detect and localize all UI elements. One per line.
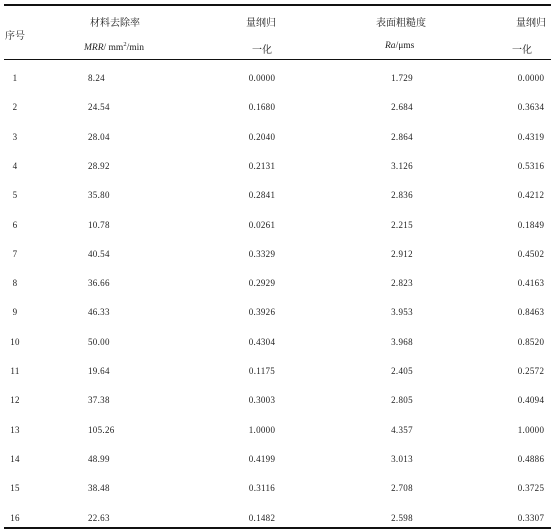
mrr-unit-sup: 2 <box>123 41 127 48</box>
cell-ra: 2.805 <box>391 395 413 405</box>
cell-index: 16 <box>10 513 20 523</box>
cell-norm-ra: 0.4886 <box>517 454 545 464</box>
cell-mrr: 35.80 <box>88 190 110 200</box>
cell-index: 14 <box>10 454 20 464</box>
ra-unit-var: Ra <box>385 41 396 51</box>
cell-index: 7 <box>12 249 18 259</box>
cell-norm-mrr: 0.1482 <box>248 513 276 523</box>
cell-mrr: 105.26 <box>88 425 115 435</box>
cell-mrr: 37.38 <box>88 395 110 405</box>
header-ra: 表面粗糙度 <box>376 18 426 29</box>
cell-norm-ra: 0.3634 <box>517 102 545 112</box>
cell-norm-mrr: 0.3926 <box>248 307 276 317</box>
table-bottom-rule <box>4 527 551 529</box>
cell-mrr: 48.99 <box>88 454 110 464</box>
cell-norm-mrr: 0.4199 <box>248 454 276 464</box>
cell-index: 6 <box>12 220 18 230</box>
cell-mrr: 46.33 <box>88 307 110 317</box>
cell-mrr: 36.66 <box>88 278 110 288</box>
cell-norm-mrr: 0.3003 <box>248 395 276 405</box>
cell-norm-ra: 0.4163 <box>517 278 545 288</box>
cell-norm-mrr: 0.0261 <box>248 220 276 230</box>
cell-ra: 3.126 <box>391 161 413 171</box>
header-norm2-line1: 量纲归 <box>516 18 546 29</box>
cell-index: 11 <box>10 366 20 376</box>
cell-mrr: 38.48 <box>88 483 110 493</box>
header-norm2-line2: 一化 <box>512 45 532 56</box>
cell-norm-mrr: 0.2929 <box>248 278 276 288</box>
cell-mrr: 28.92 <box>88 161 110 171</box>
cell-index: 5 <box>12 190 18 200</box>
cell-ra: 2.823 <box>391 278 413 288</box>
cell-norm-ra: 0.3725 <box>517 483 545 493</box>
header-index: 序号 <box>5 31 25 42</box>
cell-index: 8 <box>12 278 18 288</box>
cell-norm-mrr: 0.1680 <box>248 102 276 112</box>
cell-index: 12 <box>10 395 20 405</box>
cell-norm-mrr: 0.1175 <box>248 366 276 376</box>
header-norm1-line2: 一化 <box>252 45 272 56</box>
ra-unit-rest: /μms <box>395 41 415 51</box>
cell-ra: 2.912 <box>391 249 413 259</box>
cell-ra: 2.836 <box>391 190 413 200</box>
cell-mrr: 40.54 <box>88 249 110 259</box>
cell-norm-mrr: 0.3116 <box>248 483 276 493</box>
cell-mrr: 24.54 <box>88 102 110 112</box>
cell-norm-ra: 0.4319 <box>517 132 545 142</box>
cell-norm-ra: 0.8463 <box>517 307 545 317</box>
cell-index: 4 <box>12 161 18 171</box>
header-mrr: 材料去除率 <box>90 18 140 29</box>
cell-norm-ra: 0.4212 <box>517 190 545 200</box>
cell-mrr: 50.00 <box>88 337 110 347</box>
cell-norm-ra: 0.0000 <box>517 73 545 83</box>
cell-index: 2 <box>12 102 18 112</box>
cell-ra: 2.708 <box>391 483 413 493</box>
table-header-rule <box>4 59 551 60</box>
cell-norm-ra: 0.2572 <box>517 366 545 376</box>
cell-norm-mrr: 0.2131 <box>248 161 276 171</box>
cell-mrr: 19.64 <box>88 366 110 376</box>
cell-index: 1 <box>12 73 18 83</box>
cell-ra: 4.357 <box>391 425 413 435</box>
cell-ra: 2.215 <box>391 220 413 230</box>
cell-index: 3 <box>12 132 18 142</box>
header-mrr-unit <box>84 41 144 53</box>
cell-ra: 3.013 <box>391 454 413 464</box>
cell-norm-ra: 0.3307 <box>517 513 545 523</box>
cell-norm-mrr: 0.4304 <box>248 337 276 347</box>
cell-norm-ra: 0.8520 <box>517 337 545 347</box>
cell-norm-ra: 0.4094 <box>517 395 545 405</box>
cell-index: 10 <box>10 337 20 347</box>
cell-ra: 3.953 <box>391 307 413 317</box>
cell-index: 13 <box>10 425 20 435</box>
cell-ra: 3.968 <box>391 337 413 347</box>
cell-mrr: 10.78 <box>88 220 110 230</box>
cell-norm-mrr: 1.0000 <box>248 425 276 435</box>
cell-ra: 1.729 <box>391 73 413 83</box>
mrr-unit-var: MRR <box>84 43 104 53</box>
cell-mrr: 28.04 <box>88 132 110 142</box>
cell-ra: 2.864 <box>391 132 413 142</box>
table-top-rule <box>4 4 551 6</box>
header-norm1-line1: 量纲归 <box>246 18 276 29</box>
cell-norm-ra: 0.1849 <box>517 220 545 230</box>
cell-norm-mrr: 0.0000 <box>248 73 276 83</box>
mrr-unit-rest-b: /min <box>126 43 144 53</box>
cell-norm-ra: 1.0000 <box>517 425 545 435</box>
cell-norm-mrr: 0.3329 <box>248 249 276 259</box>
cell-mrr: 22.63 <box>88 513 110 523</box>
cell-norm-mrr: 0.2040 <box>248 132 276 142</box>
cell-norm-mrr: 0.2841 <box>248 190 276 200</box>
cell-ra: 2.405 <box>391 366 413 376</box>
cell-norm-ra: 0.5316 <box>517 161 545 171</box>
mrr-unit-rest-a: / mm <box>103 43 124 53</box>
cell-mrr: 8.24 <box>88 73 105 83</box>
cell-ra: 2.598 <box>391 513 413 523</box>
header-ra-unit <box>385 41 414 51</box>
cell-ra: 2.684 <box>391 102 413 112</box>
cell-index: 9 <box>12 307 18 317</box>
cell-index: 15 <box>10 483 20 493</box>
cell-norm-ra: 0.4502 <box>517 249 545 259</box>
